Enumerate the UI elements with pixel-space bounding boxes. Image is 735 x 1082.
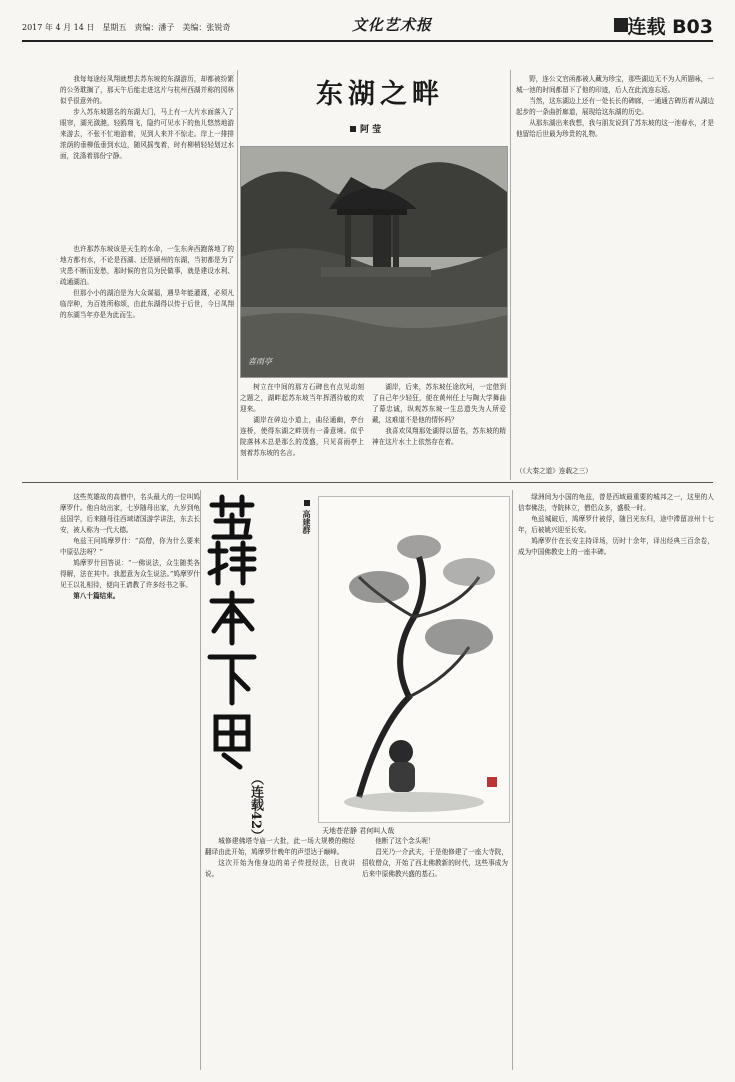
issue-date: 2017 年 4 月 14 日 星期五 责编：潘子 美编：张锐奇	[22, 23, 231, 32]
paragraph: 鸠摩罗什回答说：“一佛说法，众生随类各得解，法在其中。我愿意为众生说法。”鸠摩罗什见王以礼相待，便向王请教了许多经书之事。	[60, 559, 200, 589]
article1-column-5	[516, 74, 714, 466]
article2-column-d	[518, 492, 714, 1070]
article1-title: 东湖之畔	[316, 79, 444, 110]
paragraph: 也许那苏东坡该是天生的水命，一生东奔西跑落地了的地方都有水，不论是西湖、还是颍州的东湖，当初都是为了灾患不断而发愁，那时候的官员为民做事，就是建设水利、疏通湖泊。	[60, 245, 234, 286]
paragraph: 这次开始为他身边的弟子传授经法，日夜讲说。	[205, 859, 355, 878]
article1-column-1	[60, 74, 234, 239]
paragraph: 昌光乃一介武夫，于是他修建了一座大寺院，招收僧众，开始了西北佛教新的时代，这些事成为后来中原佛教兴盛的基石。	[362, 848, 508, 878]
paragraph: 绿洲间为小国的龟兹，曾是西域最重要的城邦之一，这里的人信奉佛法，寺院林立，僧侣众多，盛极一时。	[518, 493, 714, 512]
pavilion-photo	[240, 146, 508, 378]
paragraph: 湖岸在碎边小道上，曲径通幽，亭台连桥，使得东湖之畔别有一番意境。似乎院落林木总是那么的茂盛，只见喜雨亭上刻着苏东坡的名言。	[240, 416, 364, 457]
paragraph: 野，连公文官函都被人藏为珍宝，那些湖边无不为人所题咏，一城一池的时间都留下了他的印迹，后人在此流连忘返。	[516, 75, 714, 94]
page-header	[22, 10, 713, 42]
article1-column-3	[240, 382, 364, 478]
paragraph: 我喜欢凤翔那处湖得以留名，苏东坡的精神在这片水土上依然存在着。	[372, 427, 506, 446]
paragraph: 鸠摩罗什在长安主持译场，历时十余年，译出经典三百余卷，成为中国佛教史上的一座丰碑。	[518, 537, 714, 556]
article2-column-a	[60, 492, 200, 1070]
header-block-icon	[614, 18, 628, 32]
paragraph: 湖岸，后来，苏东坡任途坎坷，一定借到了自己年少轻狂，便在黄州任上与陶大学舞曲了幕忠诚，纵观苏东坡一生总遗失为人所爱戴，这难道不是他的情怀吗？	[372, 383, 506, 424]
article1-byline: 阿 莹	[350, 122, 381, 135]
byline-square-icon	[350, 126, 356, 132]
paragraph: 树立在中间的那方石碑也有点见动刻之题之，湖畔起苏东坡当年挥洒待敏的欢迎来。	[240, 383, 364, 413]
article1-column-2	[60, 244, 234, 476]
byline-square-icon	[304, 500, 310, 506]
chapter-end-note: 第八十篇结束。	[73, 592, 120, 600]
newspaper-brand: 文化艺术报	[352, 16, 433, 34]
paragraph: 从那东湖出来我想，我与朋友说到了苏东坡的这一池春水，才是他留给后世最为珍贵的礼物。	[516, 119, 714, 138]
article1-column-4	[372, 382, 506, 478]
photo-caption: 喜雨亭	[248, 357, 272, 366]
calligraphy-title	[202, 493, 262, 773]
article2-column-b	[205, 836, 355, 1070]
paragraph: 这些英雄故的高僧中，名头最大的一位叫鸠摩罗什。他自幼出家，七岁随母出家，九岁到龟兹国学，后来随母往西域诸国游学讲法，东去长安，被人称为一代大德。	[60, 493, 200, 534]
article2-byline: 高建群	[302, 500, 313, 534]
ink-painting	[318, 496, 510, 823]
paragraph: 步入苏东坡题名的东湖大门，马上有一大片水面落入了眼帘，湖光潋滟，轻鸥翔飞，隐约可见水下的鱼儿悠然地游来游去，不张不忙地游着，见到人来并不惊走。岸上一排排浓荫的垂柳低垂到水边，随风摇曳着，时有柳梢轻轻划过水面，洗涤着那份宁静。	[60, 108, 234, 160]
section-divider	[22, 482, 713, 483]
paragraph: 龟兹城破后，鸠摩罗什被俘，随吕光东归，途中滞留凉州十七年，后被姚兴迎至长安。	[518, 515, 714, 534]
paragraph: 但那小小的湖泊是为大众谋福，遇旱年能灌溉，必须凡临岸种，为百姓所称颂，由此东湖得以传于后世，今日凤翔的东湖当年亦是为此而生。	[60, 289, 234, 319]
article2-serial: （连载42）	[248, 772, 263, 843]
article1-source: （《大秦之道》连载之三）	[516, 467, 592, 475]
paragraph: 我每每途经凤翔就想去苏东坡的东湖游历，却都被纷繁的公务耽搁了，那天午后能走进这片与杭州西湖并称的园林似乎很意外的。	[60, 75, 234, 105]
article2-column-c	[362, 836, 508, 1070]
paragraph: 他断了这个念头呢！	[375, 837, 435, 845]
painting-caption: 天地苍茫静 君何叫人哉	[322, 827, 395, 835]
paragraph: 龟兹王问鸠摩罗什：“高僧，你为什么要来中原弘法呀？”	[60, 537, 200, 556]
page-serial: 连载 B03	[627, 16, 713, 38]
paragraph: 当然，这东湖边上还有一处长长的碑廊，一通通古碑历着从湖边起步的一条曲折廊道，展现给这东湖的历史。	[516, 97, 714, 116]
paragraph: 城修建佛塔寺庙一大批，此一场大规模的佛经翻译由此开始，鸠摩罗什晚年的声望达于巅峰。	[205, 837, 355, 856]
